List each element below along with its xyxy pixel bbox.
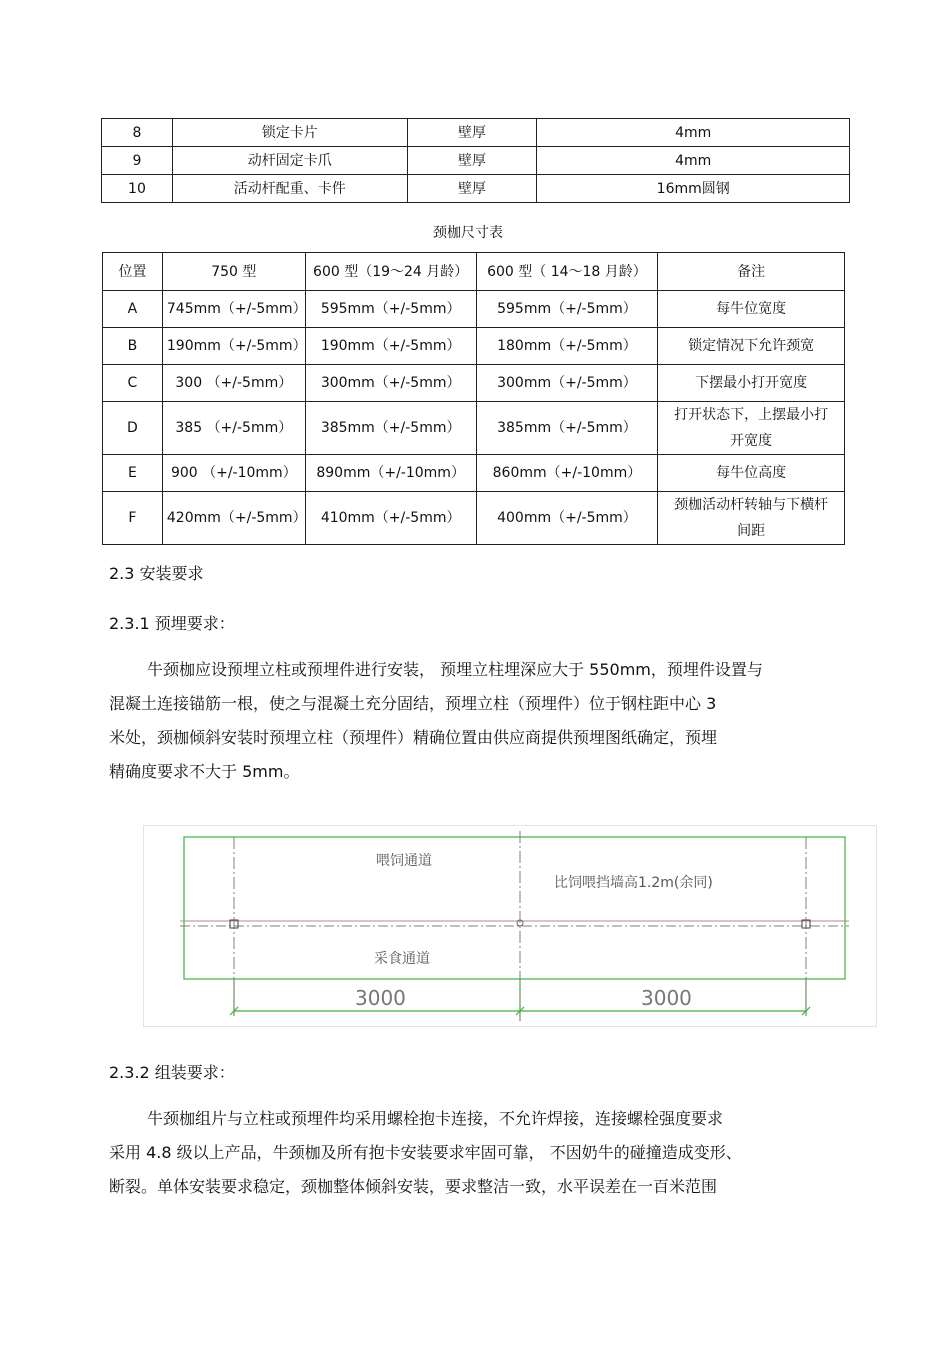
cell: 860mm（+/-10mm） — [476, 455, 658, 492]
drawing-frame — [184, 837, 845, 979]
section-title: 2.3 安装要求 — [109, 564, 204, 583]
paragraph-line: 断裂。单体安装要求稳定，颈枷整体倾斜安装，要求整洁一致，水平误差在一百米范围 — [109, 1177, 718, 1196]
cell: 300mm（+/-5mm） — [305, 365, 476, 402]
cell: 颈枷活动杆转轴与下横杆间距 — [658, 492, 845, 545]
cell: C — [103, 365, 163, 402]
part-spec: 壁厚 — [407, 119, 537, 147]
cell: 400mm（+/-5mm） — [476, 492, 658, 545]
part-value: 16mm圆钢 — [537, 175, 850, 203]
subsection-title-assembly: 2.3.2 组装要求： — [109, 1063, 235, 1082]
cell: 打开状态下，上摆最小打开宽度 — [658, 402, 845, 455]
cell: 595mm（+/-5mm） — [476, 291, 658, 328]
layout-drawing — [143, 825, 877, 1027]
table-row — [102, 175, 850, 203]
cell: 745mm（+/-5mm） — [162, 291, 305, 328]
part-name: 锁定卡片 — [172, 119, 407, 147]
label-eating-aisle: 采食通道 — [374, 951, 430, 967]
paragraph-line: 精确度要求不大于 5mm。 — [109, 762, 300, 781]
part-value: 4mm — [537, 119, 850, 147]
paragraph-line: 混凝土连接锚筋一根，使之与混凝土充分固结，预埋立柱（预埋件）位于钢柱距中心 3 — [109, 694, 717, 713]
header-position: 位置 — [103, 253, 163, 291]
part-value: 4mm — [537, 147, 850, 175]
table-row — [103, 365, 845, 402]
cell: 下摆最小打开宽度 — [658, 365, 845, 402]
paragraph-line: 牛颈枷应设预埋立柱或预埋件进行安装， 预埋立柱埋深应大于 550mm，预埋件设置与 — [147, 660, 763, 679]
cell: E — [103, 455, 163, 492]
cell: 每牛位宽度 — [658, 291, 845, 328]
table-row — [102, 147, 850, 175]
cell: 385mm（+/-5mm） — [305, 402, 476, 455]
part-no: 9 — [102, 147, 173, 175]
cell: 410mm（+/-5mm） — [305, 492, 476, 545]
subsection-title-embed: 2.3.1 预埋要求： — [109, 614, 235, 633]
cell: 300mm（+/-5mm） — [476, 365, 658, 402]
cell: F — [103, 492, 163, 545]
cell: 385mm（+/-5mm） — [476, 402, 658, 455]
label-feeding-aisle: 喂饲通道 — [376, 853, 432, 869]
cell: 595mm（+/-5mm） — [305, 291, 476, 328]
table-row — [103, 291, 845, 328]
header-600-19-24: 600 型（19～24 月龄） — [305, 253, 476, 291]
part-spec: 壁厚 — [407, 175, 537, 203]
size-table — [102, 252, 845, 545]
height-note: 比饲喂挡墙高1.2m(余同) — [554, 875, 713, 891]
part-spec: 壁厚 — [407, 147, 537, 175]
paragraph-line: 采用 4.8 级以上产品，牛颈枷及所有抱卡安装要求牢固可靠， 不因奶牛的碰撞造成变形、 — [109, 1143, 742, 1162]
cell: 190mm（+/-5mm） — [305, 328, 476, 365]
table-header-row — [103, 253, 845, 291]
cell: 300 （+/-5mm） — [162, 365, 305, 402]
dimension-right: 3000 — [641, 986, 692, 1010]
cell: 锁定情况下允许颈宽 — [658, 328, 845, 365]
cell: B — [103, 328, 163, 365]
paragraph-embed — [109, 653, 763, 789]
cell: 890mm（+/-10mm） — [305, 455, 476, 492]
table-row — [103, 402, 845, 455]
table-row — [103, 455, 845, 492]
cell: 每牛位高度 — [658, 455, 845, 492]
table-row — [102, 119, 850, 147]
paragraph-line: 牛颈枷组片与立柱或预埋件均采用螺栓抱卡连接，不允许焊接，连接螺栓强度要求 — [147, 1109, 724, 1128]
part-name: 动杆固定卡爪 — [172, 147, 407, 175]
cell: 385 （+/-5mm） — [162, 402, 305, 455]
paragraph-assembly — [109, 1102, 742, 1204]
cell: 180mm（+/-5mm） — [476, 328, 658, 365]
table-row — [103, 492, 845, 545]
part-no: 10 — [102, 175, 173, 203]
header-remark: 备注 — [658, 253, 845, 291]
header-600-14-18: 600 型（ 14～18 月龄） — [476, 253, 658, 291]
part-name: 活动杆配重、卡件 — [172, 175, 407, 203]
cell: 900 （+/-10mm） — [162, 455, 305, 492]
cell: 420mm（+/-5mm） — [162, 492, 305, 545]
drawing-canvas — [144, 826, 876, 1026]
cell: D — [103, 402, 163, 455]
dimension-left: 3000 — [355, 986, 406, 1010]
table-row — [103, 328, 845, 365]
paragraph-line: 米处，颈枷倾斜安装时预埋立柱（预埋件）精确位置由供应商提供预埋图纸确定，预埋 — [109, 728, 718, 747]
cell: A — [103, 291, 163, 328]
cell: 190mm（+/-5mm） — [162, 328, 305, 365]
parts-table — [101, 118, 850, 203]
header-750: 750 型 — [162, 253, 305, 291]
part-no: 8 — [102, 119, 173, 147]
size-table-caption: 颈枷尺寸表 — [433, 225, 503, 241]
